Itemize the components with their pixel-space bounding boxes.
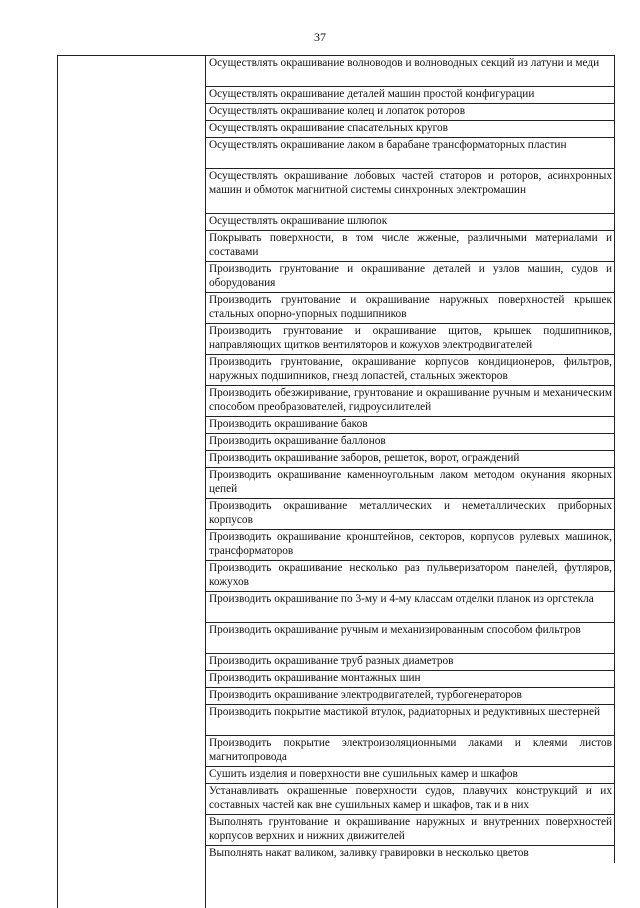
activity-row: Осуществлять окрашивание лобовых частей статоров и роторов, асинхронных машин и обмоток магнитной системы синхронных электромашин [206,169,615,214]
activity-row: Осуществлять окрашивание спасательных кругов [206,121,615,138]
activity-row: Производить окрашивание несколько раз пульверизатором панелей, футляров, кожухов [206,561,615,592]
activity-row: Выполнять грунтование и окрашивание наружных и внутренних поверхностей корпусов верхних и нижних движителей [206,815,615,846]
activity-row: Осуществлять окрашивание шлюпок [206,214,615,231]
activity-row: Производить грунтование, окрашивание корпусов кондиционеров, фильтров, наружных подшипников, гнезд лопастей, стальных эжекторов [206,355,615,386]
activities-table [57,55,615,908]
activity-row: Производить покрытие мастикой втулок, радиаторных и редуктивных шестерней [206,705,615,736]
activity-row: Осуществлять окрашивание лаком в барабане трансформаторных пластин [206,138,615,169]
activity-row: Производить обезжиривание, грунтование и окрашивание ручным и механическим способом преобразователей, гидроусилителей [206,386,615,417]
activity-row: Производить грунтование и окрашивание деталей и узлов машин, судов и оборудования [206,262,615,293]
activity-row: Осуществлять окрашивание колец и лопаток роторов [206,104,615,121]
activity-row: Производить окрашивание баков [206,417,615,434]
activity-row: Производить окрашивание труб разных диаметров [206,654,615,671]
activity-row: Осуществлять окрашивание волноводов и волноводных секций из латуни и меди [206,56,615,87]
activity-row: Производить окрашивание заборов, решеток, ворот, ограждений [206,451,615,468]
activity-row: Производить окрашивание электродвигателей, турбогенераторов [206,688,615,705]
activities-column [206,56,615,863]
activity-row: Производить грунтование и окрашивание наружных поверхностей крышек стальных опорно-упорных подшипников [206,293,615,324]
activity-row: Производить покрытие электроизоляционными лаками и клеями листов магнитопровода [206,736,615,767]
activity-row: Производить окрашивание баллонов [206,434,615,451]
activity-row: Покрывать поверхности, в том числе жженые, различными материалами и составами [206,231,615,262]
activity-row: Сушить изделия и поверхности вне сушильных камер и шкафов [206,767,615,784]
page-number: 37 [314,30,326,44]
activity-row: Производить окрашивание кронштейнов, секторов, корпусов рулевых машинок, трансформаторов [206,530,615,561]
activity-row: Выполнять накат валиком, заливку гравировки в несколько цветов [206,846,615,863]
activity-row: Производить окрашивание монтажных шин [206,671,615,688]
activity-row: Устанавливать окрашенные поверхности судов, плавучих конструкций и их составных частей как вне сушильных камер и шкафов, так и в них [206,784,615,815]
activity-row: Производить грунтование и окрашивание щитов, крышек подшипников, направляющих щитков вентиляторов и кожухов электродвигателей [206,324,615,355]
activity-row: Производить окрашивание металлических и неметаллических приборных корпусов [206,499,615,530]
activity-row: Осуществлять окрашивание деталей машин простой конфигурации [206,87,615,104]
activity-row: Производить окрашивание по 3-му и 4-му классам отделки планок из оргстекла [206,592,615,623]
activity-row: Производить окрашивание ручным и механизированным способом фильтров [206,623,615,654]
empty-label-column [58,56,206,908]
activity-row: Производить окрашивание каменноугольным лаком методом окунания якорных цепей [206,468,615,499]
